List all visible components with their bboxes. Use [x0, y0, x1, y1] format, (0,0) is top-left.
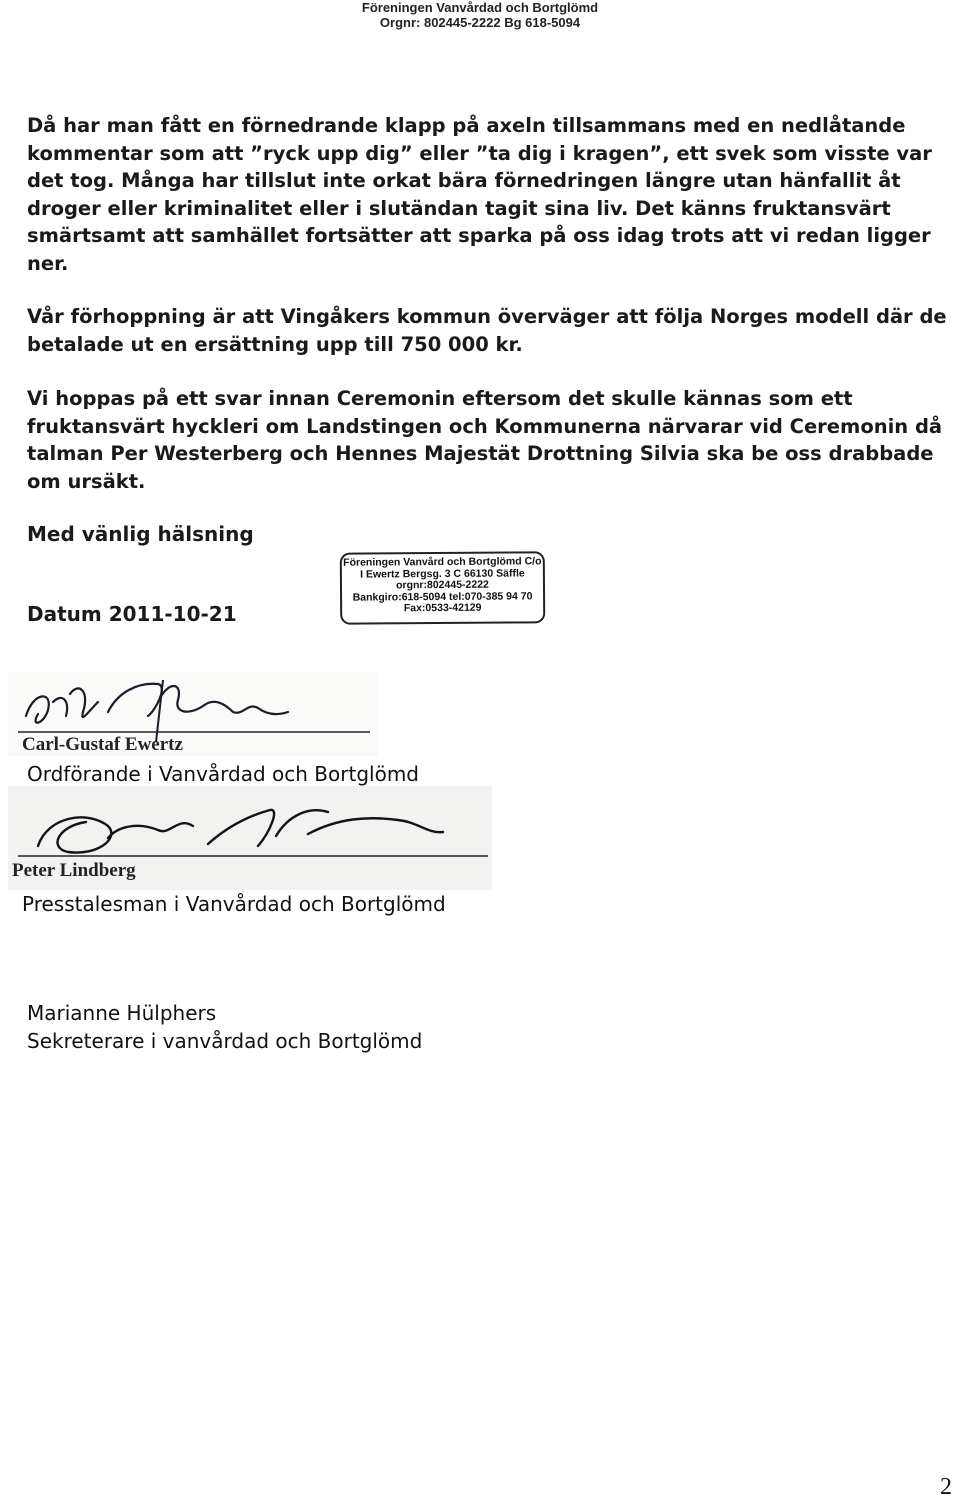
date: Datum 2011-10-21: [27, 602, 237, 626]
association-name: Föreningen Vanvårdad och Bortglömd: [361, 0, 599, 15]
title-lindberg: Presstalesman i Vanvårdad och Bortglömd: [22, 892, 446, 916]
title-ewertz: Ordförande i Vanvårdad och Bortglömd: [27, 762, 419, 786]
page-number: 2: [940, 1474, 952, 1500]
org-number: Orgnr: 802445-2222 Bg 618-5094: [379, 15, 581, 30]
stamp-line-1: Föreningen Vanvård och Bortglömd C/o: [343, 555, 542, 569]
stamp-line-2: I Ewertz Bergsg. 3 C 66130 Säffle: [360, 566, 525, 581]
stamp-line-3: orgnr:802445-2222: [396, 578, 489, 592]
printed-name-lindberg: Peter Lindberg: [12, 860, 136, 881]
association-stamp: [340, 551, 545, 624]
printed-name-ewertz: Carl-Gustaf Ewertz: [22, 734, 183, 755]
stamp-line-4: Bankgiro:618-5094 tel:070-385 94 70: [352, 589, 533, 604]
paragraph-2: Vår förhoppning är att Vingåkers kommun överväger att följa Norges modell där de betalade ut en ersättning upp till 750 000 kr.: [27, 305, 947, 356]
paragraph-1: Då har man fått en förnedrande klapp på axeln tillsammans med en nedlåtande kommentar som att ”ryck upp dig” eller ”ta dig i kragen”, ett svek som visste var det tog. Många har tillslut inte orkat bära förnedringen längre utan hänfallit åt droger eller kriminalitet eller i slutändan tagit sina liv. Det känns fruktansvärt smärtsamt att samhället fortsätter att sparka på oss idag trots att vi redan ligger ner.: [27, 114, 932, 275]
name-hulphers: Marianne Hülphers: [27, 1001, 217, 1025]
paragraph-3: Vi hoppas på ett svar innan Ceremonin eftersom det skulle kännas som ett fruktansvärt hyckleri om Landstingen och Kommunerna närvarar vid Ceremonin då talman Per Westerberg och Hennes Majestät Drottning Silvia ska be oss drabbade om ursäkt.: [27, 387, 943, 493]
stamp-line-5: Fax:0533-42129: [403, 601, 482, 615]
letterhead: [0, 0, 960, 30]
title-hulphers: Sekreterare i vanvårdad och Bortglömd: [27, 1029, 423, 1053]
greeting: Med vänlig hälsning: [27, 522, 254, 546]
